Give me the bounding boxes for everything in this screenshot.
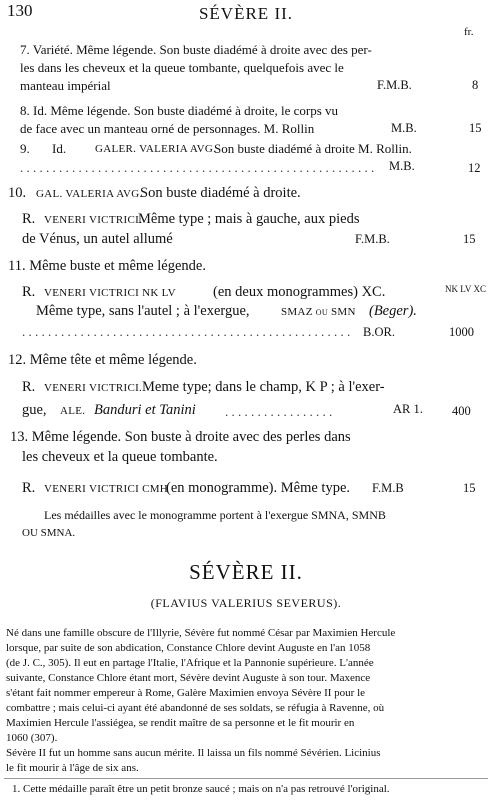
price: 15 [463, 481, 476, 495]
price: 1000 [449, 325, 474, 339]
page-number: 130 [7, 1, 33, 20]
legend: VENERI VICTRICI. [44, 382, 143, 394]
entry-line: manteau impérial [20, 78, 111, 93]
entry-line: 11. Même buste et même légende. [8, 258, 206, 274]
section-subtitle: (FLAVIUS VALERIUS SEVERUS). [150, 596, 342, 610]
section-title: SÉVÈRE II. [189, 560, 303, 584]
entry-number: 9. [20, 141, 30, 156]
exergue-note: Les médailles avec le monogramme portent à l'exergue SMNA, SMNB [44, 508, 386, 522]
legend: VENERI VICTRICI CMH [44, 483, 169, 495]
entry-line: 7. Variété. Même légende. Son buste diadémé à droite avec des per- [20, 42, 372, 57]
bio-line: lorsque, par suite de son abdication, Constance Chlore devint Auguste en l'an 1058 [6, 642, 371, 654]
bio-line: 1060 (307). [6, 732, 58, 744]
entry-line: Son buste diadémé à droite M. Rollin. [214, 141, 412, 156]
running-title: SÉVÈRE II. [198, 4, 294, 23]
grade: AR 1. [393, 402, 423, 416]
citation: Banduri et Tanini [94, 402, 196, 418]
margin-note: NK LV XC [445, 284, 487, 294]
entry-line: Même type ; mais à gauche, aux pieds [138, 211, 360, 227]
reverse-mark: R. [22, 284, 36, 300]
price: 12 [468, 161, 481, 175]
grade: M.B. [391, 121, 417, 135]
entry-line: les dans les cheveux et la queue tombante, quelquefois avec le [20, 60, 344, 75]
footnote: 1. Cette médaille paraît être un petit bronze saucé ; mais on n'a pas retrouvé l'original. [12, 783, 390, 795]
reverse-mark: R. [22, 211, 36, 227]
legend: VENERI VICTRICI. [44, 214, 143, 226]
bio-line: (de J. C., 305). Il eut en partage l'Italie, l'Afrique et la Pannonie supérieure. L'année [6, 657, 374, 669]
citation: (Beger). [369, 303, 417, 319]
reverse-mark: R. [22, 480, 36, 496]
bio-line: s'étant fait nommer empereur à Rome, Galère Maximien envoya Sévère II pour le [6, 687, 366, 699]
legend: GALER. VALERIA AVG. [95, 143, 217, 155]
legend: GAL. VALERIA AVG. [36, 188, 143, 200]
dot-leader: . . . . . . . . . . . . . . . . . . . . . . . . . . . . . . . . . . . . . . . . . . . . . . . . . . . [22, 324, 351, 339]
entry-line: 12. Même tête et même légende. [8, 352, 197, 368]
grade: B.OR. [363, 325, 395, 339]
bio-line: Maximien Hercule l'assiégea, se rendit maître de sa personne et le fit mourir en [6, 717, 355, 729]
bio-line: Né dans une famille obscure de l'Illyrie, Sévère fut nommé César par Maximien Hercule [6, 627, 396, 639]
legend: VENERI VICTRICI NK LV [44, 287, 176, 299]
bio-line: combattre ; mais celui-ci ayant été abandonné de ses soldats, se réfugia à Ravenne, où [6, 702, 385, 714]
column-label: fr. [464, 26, 474, 38]
price: 8 [472, 78, 479, 92]
entry-line: (en monogramme). Même type. [166, 480, 351, 496]
exergue-note: OU SMNA. [22, 527, 76, 539]
grade: F.M.B. [377, 78, 412, 92]
reverse-mark: R. [22, 379, 36, 395]
entry-id: Id. [52, 141, 67, 156]
price: 15 [463, 232, 476, 246]
entry-number: 10. [8, 185, 27, 201]
entry-line: 13. Même légende. Son buste à droite avec des perles dans [10, 429, 351, 445]
entry-line: les cheveux et la queue tombante. [22, 449, 218, 465]
exergue: SMAZ ou SMN [281, 306, 356, 318]
exergue: ALE. [60, 405, 86, 417]
entry-line: de Vénus, un autel allumé [22, 231, 173, 247]
grade: F.M.B [372, 481, 404, 495]
entry-line: (en deux monogrammes) XC. [213, 284, 386, 300]
bio-line: suivante, Constance Chlore étant mort, Sévère devint Auguste à son tour. Maxence [6, 672, 371, 684]
entry-line: Meme type; dans le champ, K P ; à l'exer- [142, 379, 385, 395]
entry-line: Son buste diadémé à droite. [140, 185, 301, 201]
dot-leader: . . . . . . . . . . . . . . . . . . . . . . . . . . . . . . . . . . . . . . . . . . . . . . . . . . . . . . . [20, 160, 375, 175]
bio-line: Sévère II fut un homme sans aucun mérite. Il laissa un fils nommé Sévérien. Licinius [6, 747, 381, 759]
bio-line: le fit mourir à l'âge de six ans. [6, 762, 139, 774]
entry-line: 8. Id. Même légende. Son buste diadémé à droite, le corps vu [20, 103, 339, 118]
entry-line: gue, [22, 402, 47, 418]
grade: F.M.B. [355, 232, 390, 246]
entry-line: Même type, sans l'autel ; à l'exergue, [36, 303, 250, 319]
grade: M.B. [389, 159, 415, 173]
footnote-rule [4, 778, 488, 779]
entry-line: de face avec un manteau orné de personnages. M. Rollin [20, 121, 315, 136]
price: 400 [452, 404, 471, 418]
dot-leader: . . . . . . . . . . . . . . . . . [225, 404, 333, 419]
price: 15 [469, 121, 482, 135]
